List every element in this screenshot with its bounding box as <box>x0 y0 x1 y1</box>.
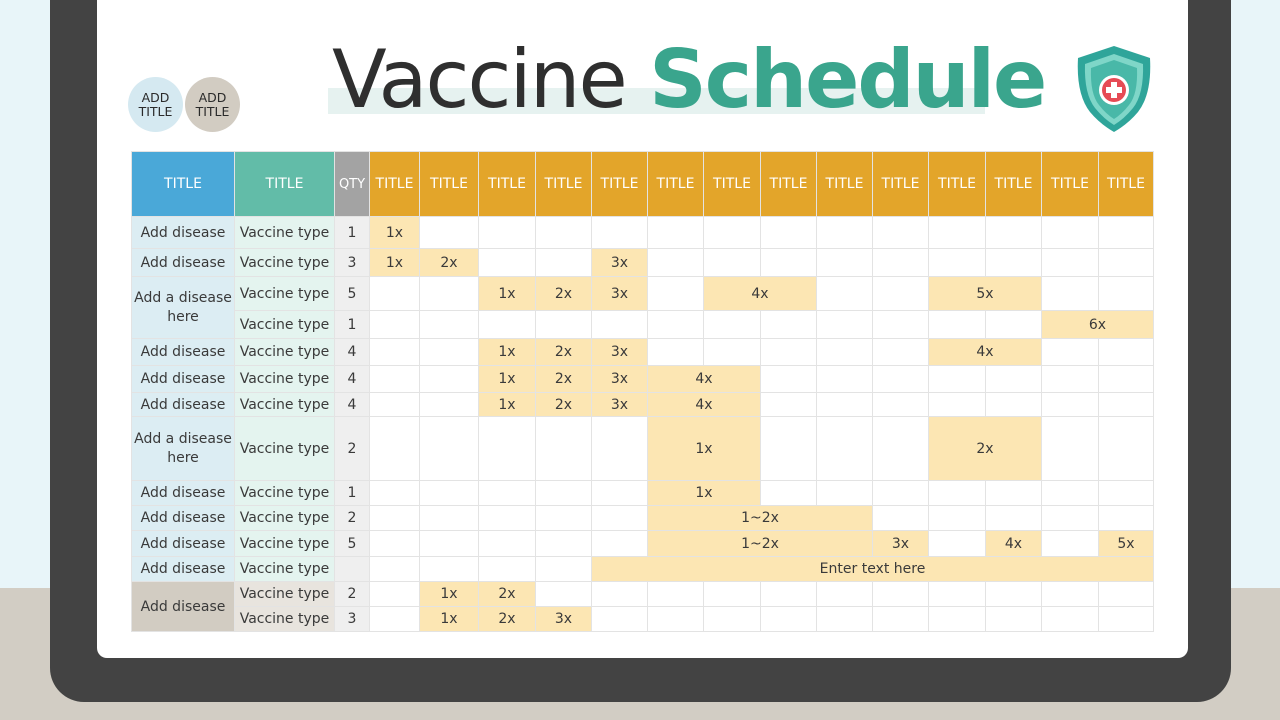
qty-cell[interactable]: 2 <box>335 582 370 607</box>
vaccine-schedule-table <box>131 151 1154 632</box>
dose-cell[interactable]: 1x <box>479 393 536 417</box>
dose-cell[interactable]: 4x <box>986 531 1042 557</box>
vaccine-cell[interactable]: Vaccine type <box>235 311 335 339</box>
dose-cell[interactable]: 1x <box>420 582 479 607</box>
header-col-14[interactable]: TITLE <box>1099 152 1154 217</box>
dose-cell[interactable]: 4x <box>704 277 817 311</box>
qty-cell[interactable]: 5 <box>335 531 370 557</box>
empty-cell <box>592 217 648 249</box>
table-row <box>132 249 1154 277</box>
header-col-9[interactable]: TITLE <box>817 152 873 217</box>
empty-cell <box>986 582 1042 607</box>
empty-cell <box>536 506 592 531</box>
dose-cell[interactable]: 1x <box>420 607 479 632</box>
header-qty[interactable]: QTY <box>335 152 370 217</box>
header-col-10[interactable]: TITLE <box>873 152 929 217</box>
table-row <box>132 339 1154 366</box>
empty-cell <box>986 217 1042 249</box>
empty-cell <box>929 311 986 339</box>
empty-cell <box>929 393 986 417</box>
empty-cell <box>1042 277 1099 311</box>
empty-cell <box>704 582 761 607</box>
empty-cell <box>817 393 873 417</box>
empty-cell <box>929 217 986 249</box>
header-vaccine[interactable]: TITLE <box>235 152 335 217</box>
dose-cell[interactable]: 1x <box>648 481 761 506</box>
qty-cell[interactable]: 4 <box>335 339 370 366</box>
empty-cell <box>370 366 420 393</box>
empty-cell <box>648 607 704 632</box>
empty-cell <box>873 339 929 366</box>
empty-cell <box>592 531 648 557</box>
empty-cell <box>929 582 986 607</box>
qty-cell[interactable]: 1 <box>335 481 370 506</box>
header-col-13[interactable]: TITLE <box>1042 152 1099 217</box>
empty-cell <box>420 217 479 249</box>
empty-cell <box>1099 506 1154 531</box>
dose-cell[interactable]: 2x <box>536 339 592 366</box>
dose-cell[interactable]: 3x <box>536 607 592 632</box>
header-col-11[interactable]: TITLE <box>929 152 986 217</box>
empty-cell <box>370 506 420 531</box>
empty-cell <box>536 217 592 249</box>
empty-cell <box>648 339 704 366</box>
table-row <box>132 607 1154 632</box>
empty-cell <box>1042 417 1099 481</box>
empty-cell <box>704 339 761 366</box>
empty-cell <box>536 557 592 582</box>
dose-cell[interactable]: 2x <box>479 582 536 607</box>
empty-cell <box>704 311 761 339</box>
empty-cell <box>704 217 761 249</box>
empty-cell <box>420 531 479 557</box>
qty-cell[interactable] <box>335 557 370 582</box>
dose-cell[interactable]: 2x <box>479 607 536 632</box>
empty-cell <box>536 582 592 607</box>
disease-cell[interactable]: Add disease <box>132 217 235 249</box>
empty-cell <box>370 393 420 417</box>
table-row <box>132 217 1154 249</box>
empty-cell <box>761 311 817 339</box>
empty-cell <box>648 249 704 277</box>
dose-cell[interactable]: 3x <box>592 277 648 311</box>
vaccine-cell[interactable]: Vaccine type <box>235 582 335 607</box>
qty-cell[interactable]: 3 <box>335 607 370 632</box>
empty-cell <box>420 366 479 393</box>
empty-cell <box>370 339 420 366</box>
empty-cell <box>1099 417 1154 481</box>
dose-cell[interactable]: 1x <box>648 417 761 481</box>
empty-cell <box>1042 393 1099 417</box>
vaccine-cell[interactable]: Vaccine type <box>235 557 335 582</box>
empty-cell <box>986 607 1042 632</box>
empty-cell <box>479 311 536 339</box>
header-col-1[interactable]: TITLE <box>370 152 420 217</box>
header-col-12[interactable]: TITLE <box>986 152 1042 217</box>
dose-cell[interactable]: 2x <box>929 417 1042 481</box>
title-part-1: Vaccine <box>332 33 650 126</box>
dose-cell[interactable]: 2x <box>536 366 592 393</box>
empty-cell <box>761 339 817 366</box>
empty-cell <box>592 582 648 607</box>
dose-cell[interactable]: 3x <box>592 249 648 277</box>
empty-cell <box>761 366 817 393</box>
title-part-2: Schedule <box>649 33 1046 126</box>
empty-cell <box>648 277 704 311</box>
vaccine-cell[interactable]: Vaccine type <box>235 366 335 393</box>
empty-cell <box>873 393 929 417</box>
table-row <box>132 311 1154 339</box>
disease-cell[interactable]: Add a disease here <box>132 277 235 339</box>
dose-cell[interactable]: 1x <box>479 366 536 393</box>
empty-cell <box>704 607 761 632</box>
empty-cell <box>1099 249 1154 277</box>
empty-cell <box>873 607 929 632</box>
empty-cell <box>873 311 929 339</box>
table-row <box>132 557 1154 582</box>
empty-cell <box>536 531 592 557</box>
empty-cell <box>873 481 929 506</box>
empty-cell <box>761 393 817 417</box>
empty-cell <box>1099 366 1154 393</box>
dose-cell[interactable]: 3x <box>592 339 648 366</box>
empty-cell <box>1042 366 1099 393</box>
empty-cell <box>929 506 986 531</box>
empty-cell <box>761 582 817 607</box>
dose-cell[interactable]: 1x <box>479 277 536 311</box>
empty-cell <box>873 217 929 249</box>
qty-cell[interactable]: 2 <box>335 506 370 531</box>
empty-cell <box>817 366 873 393</box>
empty-cell <box>929 531 986 557</box>
dose-cell[interactable]: 2x <box>420 249 479 277</box>
vaccine-cell[interactable]: Vaccine type <box>235 531 335 557</box>
empty-cell <box>986 506 1042 531</box>
empty-cell <box>761 217 817 249</box>
empty-cell <box>1042 607 1099 632</box>
empty-cell <box>592 607 648 632</box>
empty-cell <box>420 417 479 481</box>
header-col-7[interactable]: TITLE <box>704 152 761 217</box>
vaccine-cell[interactable]: Vaccine type <box>235 277 335 311</box>
dose-cell[interactable]: 4x <box>929 339 1042 366</box>
empty-cell <box>761 417 817 481</box>
empty-cell <box>479 531 536 557</box>
dose-cell[interactable]: 2x <box>536 393 592 417</box>
empty-cell <box>479 249 536 277</box>
empty-cell <box>479 506 536 531</box>
empty-cell <box>370 582 420 607</box>
disease-cell[interactable]: Add disease <box>132 582 235 632</box>
empty-cell <box>420 557 479 582</box>
empty-cell <box>761 607 817 632</box>
empty-cell <box>536 249 592 277</box>
qty-cell[interactable]: 2 <box>335 417 370 481</box>
dose-cell[interactable]: 1x <box>479 339 536 366</box>
empty-cell <box>817 249 873 277</box>
qty-cell[interactable]: 3 <box>335 249 370 277</box>
disease-cell[interactable]: Add disease <box>132 393 235 417</box>
dose-cell[interactable]: 3x <box>592 393 648 417</box>
vaccine-cell[interactable]: Vaccine type <box>235 417 335 481</box>
empty-cell <box>1099 393 1154 417</box>
empty-cell <box>536 417 592 481</box>
table-row <box>132 393 1154 417</box>
empty-cell <box>929 607 986 632</box>
qty-cell[interactable]: 5 <box>335 277 370 311</box>
empty-cell <box>1099 607 1154 632</box>
disease-cell[interactable]: Add disease <box>132 506 235 531</box>
empty-cell <box>873 582 929 607</box>
empty-cell <box>1099 339 1154 366</box>
empty-cell <box>479 417 536 481</box>
empty-cell <box>986 481 1042 506</box>
dose-cell[interactable]: 4x <box>648 393 761 417</box>
empty-cell <box>761 249 817 277</box>
header-col-4[interactable]: TITLE <box>536 152 592 217</box>
header-col-8[interactable]: TITLE <box>761 152 817 217</box>
dose-cell[interactable]: 1~2x <box>648 506 873 531</box>
empty-cell <box>648 582 704 607</box>
empty-cell <box>370 277 420 311</box>
vaccine-cell[interactable]: Vaccine type <box>235 607 335 632</box>
page-title <box>332 30 1046 130</box>
empty-cell <box>420 506 479 531</box>
disease-cell[interactable]: Add a disease here <box>132 417 235 481</box>
empty-cell <box>817 417 873 481</box>
empty-cell <box>873 417 929 481</box>
empty-cell <box>592 417 648 481</box>
dose-cell[interactable]: 2x <box>536 277 592 311</box>
empty-cell <box>420 339 479 366</box>
table-header-row <box>132 152 1154 217</box>
empty-cell <box>370 481 420 506</box>
empty-cell <box>873 277 929 311</box>
header-col-5[interactable]: TITLE <box>592 152 648 217</box>
header-disease[interactable]: TITLE <box>132 152 235 217</box>
empty-cell <box>592 481 648 506</box>
disease-cell[interactable]: Add disease <box>132 531 235 557</box>
disease-cell[interactable]: Add disease <box>132 339 235 366</box>
empty-cell <box>370 557 420 582</box>
empty-cell <box>817 217 873 249</box>
empty-cell <box>420 481 479 506</box>
header-col-2[interactable]: TITLE <box>420 152 479 217</box>
empty-cell <box>479 557 536 582</box>
empty-cell <box>873 506 929 531</box>
dose-cell[interactable]: 1x <box>370 249 420 277</box>
empty-cell <box>1099 582 1154 607</box>
empty-cell <box>648 311 704 339</box>
empty-cell <box>1042 217 1099 249</box>
table-row <box>132 481 1154 506</box>
empty-cell <box>817 481 873 506</box>
empty-cell <box>536 481 592 506</box>
empty-cell <box>873 249 929 277</box>
empty-cell <box>370 531 420 557</box>
empty-cell <box>929 481 986 506</box>
empty-cell <box>704 249 761 277</box>
add-title-badge-2[interactable]: ADD TITLE <box>185 77 240 132</box>
empty-cell <box>420 311 479 339</box>
empty-cell <box>929 366 986 393</box>
empty-cell <box>873 366 929 393</box>
empty-cell <box>1099 217 1154 249</box>
empty-cell <box>986 249 1042 277</box>
qty-cell[interactable]: 4 <box>335 393 370 417</box>
empty-cell <box>370 311 420 339</box>
disease-cell[interactable]: Add disease <box>132 249 235 277</box>
vaccine-cell[interactable]: Vaccine type <box>235 506 335 531</box>
empty-cell <box>592 506 648 531</box>
empty-cell <box>929 249 986 277</box>
empty-cell <box>420 277 479 311</box>
empty-cell <box>1042 339 1099 366</box>
empty-cell <box>986 393 1042 417</box>
add-title-badge-1[interactable]: ADD TITLE <box>128 77 183 132</box>
shield-medical-icon <box>1072 44 1156 134</box>
empty-cell <box>370 607 420 632</box>
empty-cell <box>1042 481 1099 506</box>
dose-cell[interactable]: 3x <box>592 366 648 393</box>
empty-cell <box>1099 277 1154 311</box>
empty-cell <box>1042 249 1099 277</box>
empty-cell <box>536 311 592 339</box>
disease-cell[interactable]: Add disease <box>132 366 235 393</box>
empty-cell <box>479 481 536 506</box>
vaccine-cell[interactable]: Vaccine type <box>235 339 335 366</box>
empty-cell <box>761 481 817 506</box>
table-row <box>132 531 1154 557</box>
table-row <box>132 582 1154 607</box>
disease-cell[interactable]: Add disease <box>132 481 235 506</box>
dose-cell[interactable]: 5x <box>1099 531 1154 557</box>
empty-cell <box>817 277 873 311</box>
empty-cell <box>370 417 420 481</box>
vaccine-cell[interactable]: Vaccine type <box>235 249 335 277</box>
table-row <box>132 277 1154 311</box>
table-row <box>132 506 1154 531</box>
dose-cell[interactable]: 1~2x <box>648 531 873 557</box>
empty-cell <box>986 311 1042 339</box>
dose-cell[interactable]: 3x <box>873 531 929 557</box>
disease-cell[interactable]: Add disease <box>132 557 235 582</box>
vaccine-cell[interactable]: Vaccine type <box>235 393 335 417</box>
empty-cell <box>817 607 873 632</box>
empty-cell <box>817 582 873 607</box>
table-row <box>132 417 1154 481</box>
empty-cell <box>479 217 536 249</box>
qty-cell[interactable]: 1 <box>335 311 370 339</box>
enter-text-cell[interactable]: Enter text here <box>592 557 1154 582</box>
vaccine-cell[interactable]: Vaccine type <box>235 481 335 506</box>
vaccine-cell[interactable]: Vaccine type <box>235 217 335 249</box>
header-col-6[interactable]: TITLE <box>648 152 704 217</box>
empty-cell <box>986 366 1042 393</box>
empty-cell <box>420 393 479 417</box>
dose-cell[interactable]: 6x <box>1042 311 1154 339</box>
empty-cell <box>1042 531 1099 557</box>
table-row <box>132 366 1154 393</box>
empty-cell <box>817 339 873 366</box>
empty-cell <box>1099 481 1154 506</box>
dose-cell[interactable]: 1x <box>370 217 420 249</box>
empty-cell <box>1042 506 1099 531</box>
qty-cell[interactable]: 4 <box>335 366 370 393</box>
header-col-3[interactable]: TITLE <box>479 152 536 217</box>
empty-cell <box>592 311 648 339</box>
qty-cell[interactable]: 1 <box>335 217 370 249</box>
empty-cell <box>817 311 873 339</box>
empty-cell <box>648 217 704 249</box>
dose-cell[interactable]: 5x <box>929 277 1042 311</box>
dose-cell[interactable]: 4x <box>648 366 761 393</box>
empty-cell <box>1042 582 1099 607</box>
